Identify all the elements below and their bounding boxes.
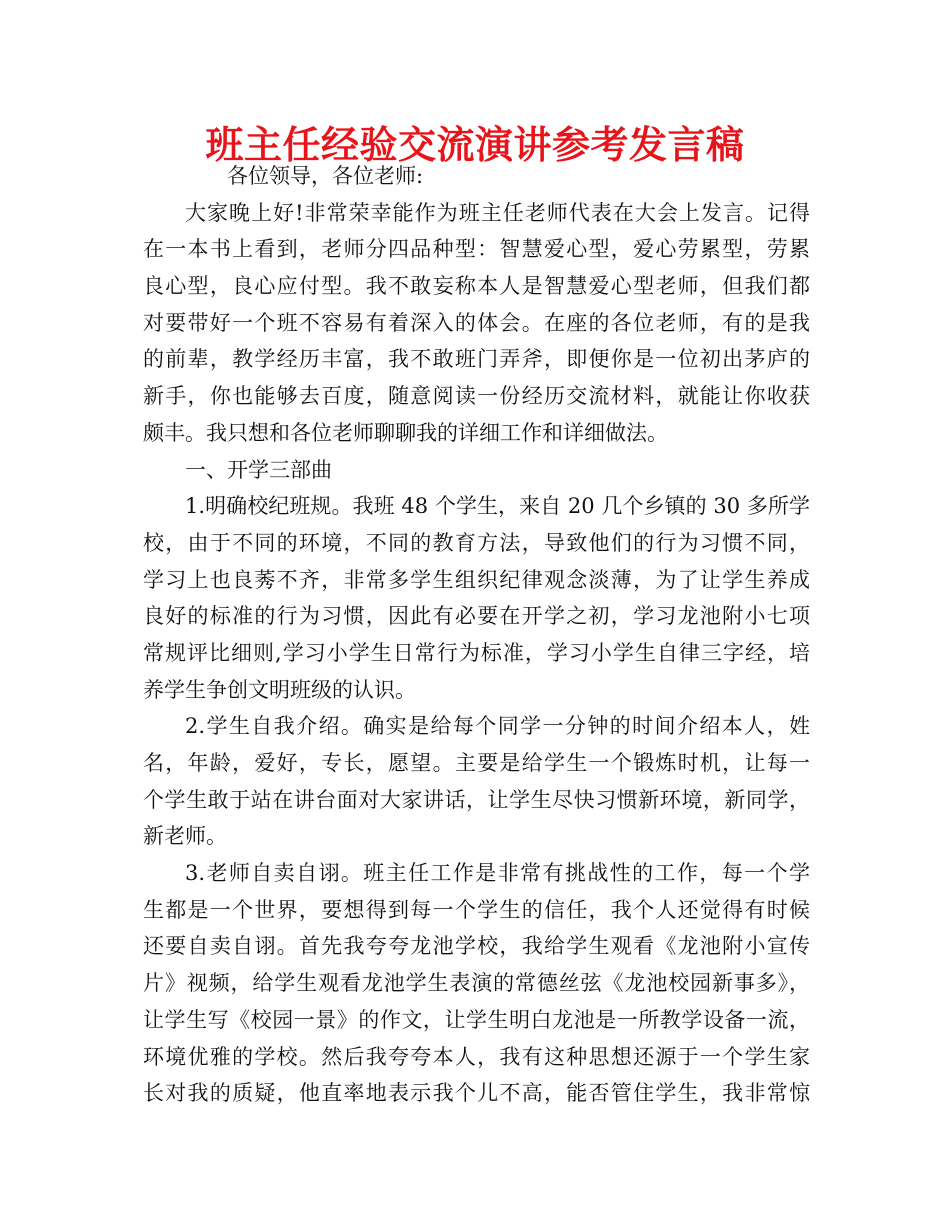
paragraph-line: 片》视频，给学生观看龙池学生表演的常德丝弦《龙池校园新事多》， — [143, 971, 810, 996]
paragraph-line: 名，年龄，爱好，专长，愿望。主要是给学生一个锻炼时机，让每一 — [143, 751, 810, 775]
paragraph-line: 个学生敢于站在讲台面对大家讲话，让学生尽快习惯新环境，新同学， — [143, 787, 810, 812]
paragraph-line: 1.明确校纪班规。我班 48 个学生，来自 20 几个乡镇的 30 多所学 — [185, 494, 810, 519]
paragraph-line: 的前辈，教学经历丰富，我不敢班门弄斧，即便你是一位初出茅庐的 — [143, 347, 810, 372]
paragraph-line: 环境优雅的学校。然后我夸夸本人，我有这种思想还源于一个学生家 — [143, 1044, 810, 1069]
paragraph-line: 颇丰。我只想和各位老师聊聊我的详细工作和详细做法。 — [143, 420, 668, 445]
paragraph-line: 3.老师自卖自诩。班主任工作是非常有挑战性的工作，每一个学 — [185, 861, 810, 886]
paragraph-line: 对要带好一个班不容易有着深入的体会。在座的各位老师，有的是我 — [143, 310, 810, 335]
document-title: 班主任经验交流演讲参考发言稿 — [205, 123, 745, 167]
paragraph-line: 新老师。 — [143, 824, 227, 849]
paragraph-line: 2.学生自我介绍。确实是给每个同学一分钟的时间介绍本人，姓 — [185, 714, 810, 739]
paragraph-line: 养学生争创文明班级的认识。 — [143, 677, 416, 702]
greeting-line: 各位领导，各位老师: — [227, 164, 424, 188]
paragraph-line: 学习上也良莠不齐，非常多学生组织纪律观念淡薄，为了让学生养成 — [143, 567, 810, 592]
paragraph-line: 良好的标准的行为习惯，因此有必要在开学之初，学习龙池附小七项 — [143, 604, 810, 629]
paragraph-line: 在一本书上看到，老师分四品种型：智慧爱心型，爱心劳累型，劳累 — [143, 237, 810, 262]
paragraph-line: 还要自卖自诩。首先我夸夸龙池学校，我给学生观看《龙池附小宣传 — [143, 934, 810, 959]
paragraph-line: 让学生写《校园一景》的作文，让学生明白龙池是一所教学设备一流， — [143, 1007, 810, 1032]
paragraph-line: 良心型，良心应付型。我不敢妄称本人是智慧爱心型老师，但我们都 — [143, 274, 810, 299]
paragraph-line: 校，由于不同的环境，不同的教育方法，导致他们的行为习惯不同， — [143, 530, 810, 555]
document-body — [143, 158, 810, 1112]
paragraph-line: 新手，你也能够去百度，随意阅读一份经历交流材料，就能让你收获 — [143, 384, 810, 409]
section-heading: 一、开学三部曲 — [185, 457, 332, 482]
paragraph-line: 常规评比细则,学习小学生日常行为标准，学习小学生自律三字经，培 — [143, 640, 810, 665]
paragraph-line: 大家晚上好!非常荣幸能作为班主任老师代表在大会上发言。记得 — [185, 200, 810, 225]
paragraph-line: 长对我的质疑，他直率地表示我个儿不高，能否管住学生，我非常惊 — [143, 1081, 810, 1106]
paragraph-line: 生都是一个世界，要想得到每一个学生的信任，我个人还觉得有时候 — [143, 897, 810, 922]
